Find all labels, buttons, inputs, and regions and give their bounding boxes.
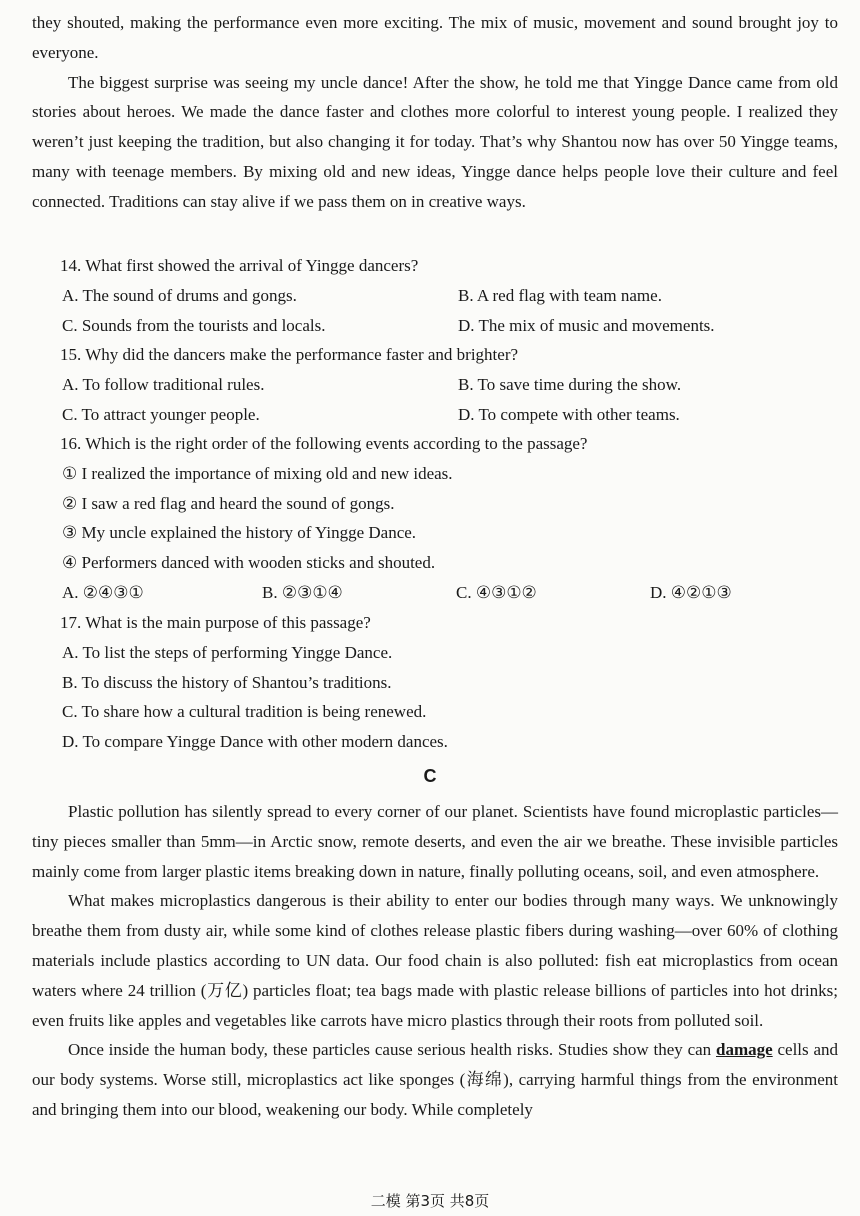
q15-option-c[interactable]: C. To attract younger people.: [62, 405, 260, 424]
q15-option-b[interactable]: B. To save time during the show.: [458, 375, 682, 394]
q16-option-a[interactable]: A. ②④③①: [62, 583, 144, 602]
q16-option-d[interactable]: D. ④②①③: [650, 583, 732, 602]
q16-option-c[interactable]: C. ④③①②: [456, 583, 537, 602]
q16-option-b[interactable]: B. ②③①④: [262, 583, 343, 602]
q14-option-a[interactable]: A. The sound of drums and gongs.: [62, 286, 297, 305]
q17-option-a[interactable]: A. To list the steps of performing Yingge Dance.: [62, 643, 393, 662]
paragraph-c2: What makes microplastics dangerous is their ability to enter our bodies through many ways. We unknowingly breathe them from dusty air, while some kind of clothes release plastic fibers during washing—over 60% of clothing materials include plastics according to UN data. Our food chain is also polluted: fish eat microplastics from ocean waters where 24 trillion (万亿) particles float; tea bags made with plastic release billions of particles into hot drinks; even fruits like apples and vegetables like carrots have micro plastics through their roots from polluted soil.: [32, 891, 838, 1030]
page-footer: 二模 第3页 共8页: [370, 1192, 490, 1210]
question-14-stem: 14. What first showed the arrival of Yingge dancers?: [60, 256, 419, 275]
passage-c: [32, 797, 838, 1125]
q17-option-d[interactable]: D. To compare Yingge Dance with other modern dances.: [62, 732, 448, 751]
q15-option-a[interactable]: A. To follow traditional rules.: [62, 375, 265, 394]
q17-option-c[interactable]: C. To share how a cultural tradition is being renewed.: [62, 702, 427, 721]
q17-option-b[interactable]: B. To discuss the history of Shantou’s traditions.: [62, 673, 392, 692]
q16-event-2: ② I saw a red flag and heard the sound of gongs.: [62, 494, 395, 513]
paragraph-c3: [32, 1035, 838, 1124]
paragraph-b1-tail: they shouted, making the performance even more exciting. The mix of music, movement and sound brought joy to everyone.: [32, 13, 838, 62]
q14-option-b[interactable]: B. A red flag with team name.: [458, 286, 662, 305]
paragraph-c3-rest: cells and our body systems. Worse still, microplastics act like sponges (海绵), carrying harmful things from the environment and bringing them into our blood, weakening our body. While completely: [32, 1040, 838, 1119]
question-16-stem: 16. Which is the right order of the following events according to the passage?: [60, 434, 588, 453]
section-c-heading: C: [423, 766, 437, 786]
underlined-word-damage: damage: [716, 1040, 773, 1060]
paragraph-b2: The biggest surprise was seeing my uncle dance! After the show, he told me that Yingge Dance came from old stories about heroes. We made the dance faster and clothes more colorful to interest young people. I realized they weren’t just keeping the tradition, but also changing it for today. That’s why Shantou now has over 50 Yingge teams, many with teenage members. By mixing old and new ideas, Yingge dance helps people love their culture and feel connected. Traditions can stay alive if we pass them on in creative ways.: [32, 72, 838, 211]
paragraph-c3-start: Once inside the human body, these particles cause serious health risks. Studies show they can: [68, 1040, 712, 1060]
q14-option-c[interactable]: C. Sounds from the tourists and locals.: [62, 316, 326, 335]
q15-option-d[interactable]: D. To compete with other teams.: [458, 405, 680, 424]
q16-event-4: ④ Performers danced with wooden sticks and shouted.: [62, 553, 436, 572]
question-17-stem: 17. What is the main purpose of this passage?: [60, 613, 371, 632]
q16-event-1: ① I realized the importance of mixing old and new ideas.: [62, 464, 453, 483]
q16-event-3: ③ My uncle explained the history of Yingge Dance.: [62, 523, 417, 542]
question-15-stem: 15. Why did the dancers make the performance faster and brighter?: [60, 345, 519, 364]
paragraph-c1: Plastic pollution has silently spread to every corner of our planet. Scientists have found microplastic particles—tiny pieces smaller than 5mm—in Arctic snow, remote deserts, and even the air we breathe. These invisible particles mainly come from larger plastic items breaking down in nature, finally polluting oceans, soil, and even atmosphere.: [32, 802, 838, 881]
passage-b-tail: [32, 8, 838, 217]
q14-option-d[interactable]: D. The mix of music and movements.: [458, 316, 715, 335]
